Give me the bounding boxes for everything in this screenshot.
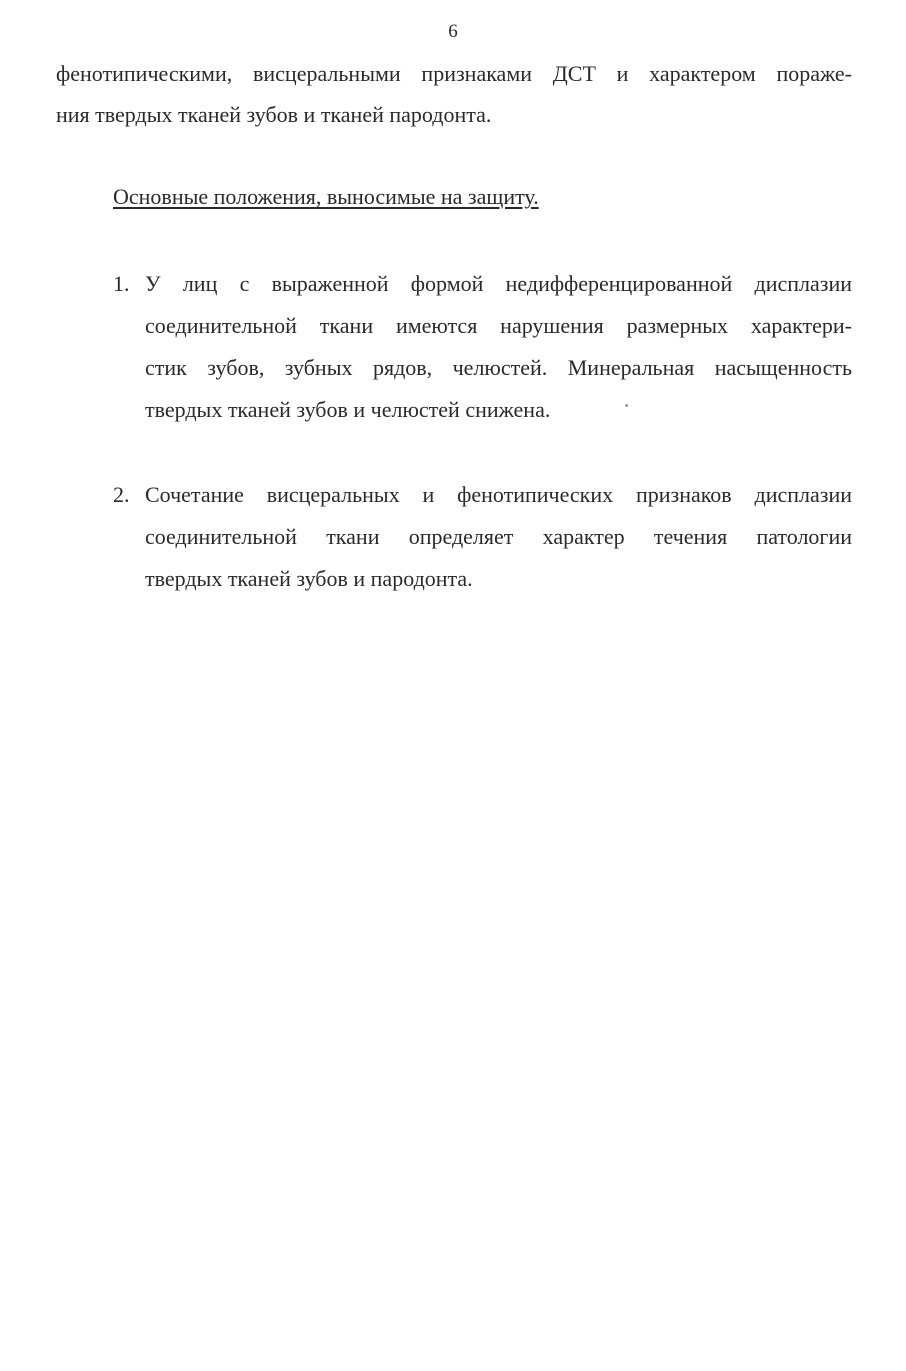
scan-speck (625, 404, 628, 407)
list-item-number: 1. (113, 271, 130, 296)
page-number: 6 (448, 21, 458, 42)
list-item-1-line-4: твердых тканей зубов и челюстей снижена. (145, 397, 551, 422)
intro-line-2: ния твердых тканей зубов и тканей пародонта. (56, 102, 492, 127)
list-item-2-line-1: Сочетание висцеральных и фенотипических признаков дисплазии (145, 482, 852, 507)
list-item-1-line-2: соединительной ткани имеются нарушения размерных характери- (145, 313, 852, 338)
list-item-1-line-1: У лиц с выраженной формой недифференцированной дисплазии (145, 271, 852, 296)
section-heading: Основные положения, выносимые на защиту. (113, 184, 539, 209)
list-item-2-line-3: твердых тканей зубов и пародонта. (145, 566, 473, 591)
list-item-number: 2. (113, 482, 130, 507)
intro-line-1: фенотипическими, висцеральными признаками ДСТ и характером пораже- (56, 61, 852, 86)
list-item-2-line-2: соединительной ткани определяет характер течения патологии (145, 524, 852, 549)
list-item-1-line-3: стик зубов, зубных рядов, челюстей. Минеральная насыщенность (145, 355, 852, 380)
